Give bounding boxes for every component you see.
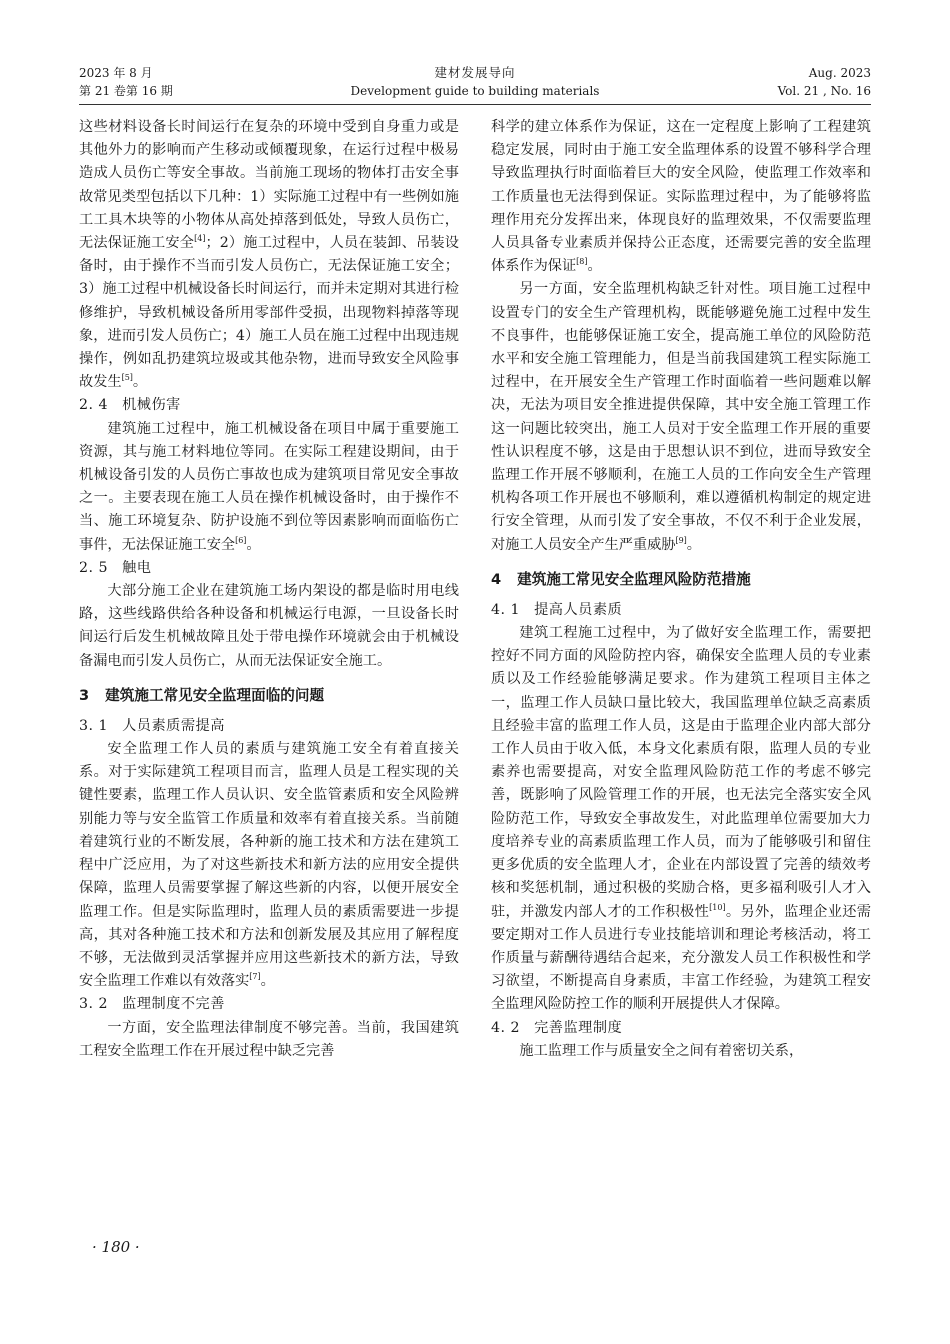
paragraph: 建筑工程施工过程中，为了做好安全监理工作，需要把控好不同方面的风险防控内容，确保安全监理人员的专业素质以及工作经验能够满足要求。作为建筑工程项目主体之一，监理工作人员缺口量比较大，我国监理单位缺乏高素质且经验丰富的监理工作人员，这是由于监理企业内部大部分工作人员由于收入低，本身文化素质有限，监理人员的专业素养也需要提高，对安全监理风险防范工作的考虑不够完善，既影响了风险管理工作的开展，也无法完全落实安全风险防范工作，导致安全事故发生，对此监理单位需要加大力度培养专业的高素质监理工作人员，而为了能够吸引和留住更多优质的安全监理人才，企业在内部设置了完善的绩效考核和奖惩机制，通过积极的奖励合格，更多福利吸引人才入驻，并激发内部人才的工作积极性[10]。另外，监理企业还需要定期对工作人员进行专业技能培训和理论考核活动，将工作质量与薪酬待遇结合起来，充分激发人员工作积极性和学习欲望，不断提高自身素质，丰富工作经验，为建筑工程安全监理风险防控工作的顺利开展提供人才保障。 <box>491 625 871 1013</box>
citation[interactable]: [7] <box>249 972 261 982</box>
section-heading-4: 4 建筑施工常见安全监理风险防范措施 <box>491 570 751 588</box>
paragraph: 施工监理工作与质量安全之间有着密切关系， <box>519 1042 804 1059</box>
subsection-heading-2-4: 2. 4 机械伤害 <box>79 397 181 414</box>
header-volume-en: Vol. 21 , No. 16 <box>777 84 871 98</box>
citation[interactable]: [5] <box>121 373 133 383</box>
citation[interactable]: [10] <box>709 902 726 912</box>
citation[interactable]: [4] <box>194 234 206 244</box>
left-column <box>79 116 459 1063</box>
subsection-heading-2-5: 2. 5 触电 <box>79 559 152 576</box>
paragraph: 这些材料设备长时间运行在复杂的环境中受到自身重力或是其他外力的影响而产生移动或倾覆现象，在运行过程中极易造成人员伤亡等安全事故。当前施工现场的物体打击安全事故常见类型包括以下几种：1）实际施工过程中有一些例如施工工具木块等的小物体从高处掉落到低处，导致人员伤亡，无法保证施工安全[4]；2）施工过程中，人员在装卸、吊装设备时，由于操作不当而引发人员伤亡，无法保证施工安全；3）施工过程中机械设备长时间运行，而并未定期对其进行检修维护，导致机械设备所用零部件受损，出现物料掉落等现象，进而引发人员伤亡；4）施工人员在施工过程中出现违规操作，例如乱扔建筑垃圾或其他杂物，进而导致安全风险事故发生[5]。 <box>79 119 459 391</box>
page-number: · 180 · <box>92 1238 140 1256</box>
paragraph: 科学的建立体系作为保证，这在一定程度上影响了工程建筑稳定发展，同时由于施工安全监理体系的设置不够科学合理导致监理执行时面临着巨大的安全风险，使监理工作效率和工作质量也无法得到保证。实际监理过程中，为了能够将监理作用充分发挥出来，体现良好的监理效果，不仅需要监理人员具备专业素质并保持公正态度，还需要完善的安全监理体系作为保证[8]。 <box>491 119 871 275</box>
paragraph: 一方面，安全监理法律制度不够完善。当前，我国建筑工程安全监理工作在开展过程中缺乏完善 <box>79 1019 459 1059</box>
journal-title-en: Development guide to building materials <box>350 84 600 98</box>
header-date-cn: 2023 年 8 月 <box>79 66 153 80</box>
subsection-heading-3-2: 3. 2 监理制度不完善 <box>79 996 225 1013</box>
paragraph: 安全监理工作人员的素质与建筑施工安全有着直接关系。对于实际建筑工程项目而言，监理人员是工程实现的关键性要素，监理工作人员认识、安全监管素质和安全风险辨别能力等与安全监管工作质量和效率有着直接关系。当前随着建筑行业的不断发展，各种新的施工技术和方法在建筑工程中广泛应用，为了对这些新技术和新方法的应用安全提供保障，监理人员需要掌握了解这些新的内容，以便开展安全监理工作。但是实际监理时，监理人员的素质需要进一步提高，其对各种施工技术和方法和创新发展及其应用了解程度不够，无法做到灵活掌握并应用这些新技术的新方法，导致安全监理工作难以有效落实[7]。 <box>79 741 459 990</box>
right-column <box>491 116 871 1063</box>
subsection-heading-4-2: 4. 2 完善监理制度 <box>491 1019 623 1036</box>
header-center <box>79 64 871 100</box>
section-heading-3: 3 建筑施工常见安全监理面临的问题 <box>79 686 325 704</box>
paragraph: 另一方面，安全监理机构缺乏针对性。项目施工过程中设置专门的安全生产管理机构，既能够避免施工过程中发生不良事件，也能够保证施工安全，提高施工单位的风险防范水平和安全施工管理能力，但是当前我国建筑工程实际施工过程中，在开展安全生产管理工作时面临着一些问题难以解决，无法为项目安全推进提供保障，其中安全施工管理工作这一问题比较突出，施工人员对于安全监理工作开展的重要性认识程度不够，这是由于思想认识不到位，进而导致安全监理工作开展不够顺利，在施工人员的工作向安全生产管理机构各项工作开展也不够顺利，难以遵循机构制定的规定进行安全管理，从而引发了安全事故，不仅不利于企业发展，对施工人员安全产生严重威胁[9]。 <box>491 281 871 553</box>
running-header <box>79 64 871 105</box>
subsection-heading-4-1: 4. 1 提高人员素质 <box>491 601 623 618</box>
header-volume-cn: 第 21 卷第 16 期 <box>79 84 173 98</box>
citation[interactable]: [9] <box>675 535 687 545</box>
citation[interactable]: [8] <box>576 257 588 267</box>
header-date-en: Aug. 2023 <box>808 66 871 80</box>
subsection-heading-3-1: 3. 1 人员素质需提高 <box>79 717 225 734</box>
paragraph: 大部分施工企业在建筑施工场内架设的都是临时用电线路，这些线路供给各种设备和机械运行电源，一旦设备长时间运行后发生机械故障且处于带电操作环境就会由于机械设备漏电而引发人员伤亡，从而无法保证安全施工。 <box>79 583 459 669</box>
header-right <box>778 64 871 100</box>
citation[interactable]: [6] <box>235 535 247 545</box>
paragraph: 建筑施工过程中，施工机械设备在项目中属于重要施工资源，其与施工材料地位等同。在实际工程建设期间，由于机械设备引发的人员伤亡事故也成为建筑项目常见安全事故之一。主要表现在施工人员在操作机械设备时，由于操作不当、施工环境复杂、防护设施不到位等因素影响而面临伤亡事件，无法保证施工安全[6]。 <box>79 420 459 553</box>
journal-title-cn: 建材发展导向 <box>434 65 516 80</box>
